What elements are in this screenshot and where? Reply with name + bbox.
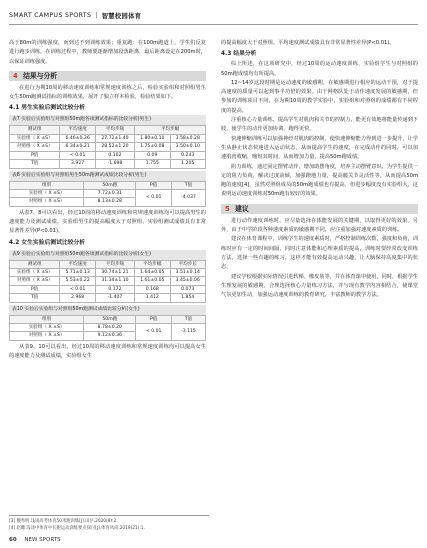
table-cell: 0.168 [135, 285, 170, 293]
table-cell: 1.755 [135, 160, 170, 168]
table-cell: 27.72±1.40 [95, 134, 134, 142]
paragraph: 注重核心力量训练，提高学生对肌肉和关节的控制力，能更有效地将能量传递到下肢，使学生的动作更加协调，跑得更快。 [221, 117, 418, 133]
table-cell: 3.50±0.10 [170, 143, 205, 151]
table-cell: 3.51±0.14 [170, 269, 205, 277]
table-cell: 2.968 [60, 294, 95, 302]
table-header-cell: 测试组 [10, 260, 60, 268]
table-cell: -3.115 [171, 324, 205, 341]
table-cell: 8.13±0.28 [84, 198, 136, 206]
table-header-cell: T值 [171, 315, 205, 323]
table-9 [9, 260, 206, 303]
table-cell: < 0.01 [60, 285, 95, 293]
table-cell: 1.80±0.10 [135, 134, 170, 142]
table-header-cell: 测试组 [10, 126, 60, 134]
table-cell: 0.073 [170, 285, 205, 293]
table-cell: 对照组（ X̄ ±S） [10, 332, 84, 340]
table-cell: -1.407 [95, 294, 134, 302]
table-7 [9, 125, 206, 168]
table-cell: < 0.01 [136, 324, 171, 341]
table-cell: 1.854 [170, 294, 205, 302]
table-cell: < 0.01 [136, 189, 171, 206]
table-cell: 9.12±0.36 [84, 332, 136, 340]
table-8 [9, 181, 206, 207]
table-header-cell: 平均步频 [95, 260, 134, 268]
paragraph: 高于80m的训练强度，而到达不到训练效果；重复跑：在100m跑道上，学生们反复进行跑步训练。在训练过程中，教师要逐渐增加段落距离，最后距离设定在200m时，以保证训练强度。 [9, 40, 206, 65]
right-column [221, 39, 418, 300]
paragraph: 的提高幅度大于对照组。平均速度测试成绩具有非常显著性差异(P<0.01)。 [221, 40, 395, 46]
section-heading-results [9, 71, 206, 81]
table-row [10, 143, 206, 151]
paragraph: 阻力训练，通过固定摆臂动作，增加助摆角度，培养主动摆臂意识。为学生提供一定的阻力负荷，解决过度前倾，加强蹬地力量，提高髋关节灵活性等，从而提高50m跑的速度[4]。虽然对照组成员的50m跑成绩也有提高，但进步幅度没有实验组大，这说明运动速度训练对50m跑有较好的效果。 [221, 163, 418, 198]
paragraph: 建议在体育课程中，训练学生的速度素质时，严格控制训练次数、强度和负荷，训练时应有一定的时间间隔，同时注意体能和心理素质的提高，训练时要经常改变训练方法，选择一些有趣的练习，这样才能有效提高运动兴趣，让大脑保持高度集中的状态。 [221, 236, 418, 271]
table-cell: -1.698 [95, 160, 134, 168]
section-heading-suggestions [221, 204, 418, 214]
table-cell: 8.78±0.20 [84, 324, 136, 332]
table-caption: 表10 实验后实验组与对照组50m跑测试成绩比较分析(女生) [9, 305, 206, 315]
table-cell: 对照组（ X̄ ±S） [10, 143, 60, 151]
table-row [10, 189, 206, 197]
table-cell: P值 [10, 285, 60, 293]
table-cell: -4.037 [171, 189, 205, 206]
table-cell: < 0.01 [60, 151, 95, 159]
page-number: 60 [9, 537, 17, 543]
table-cell: T值 [10, 160, 60, 168]
table-caption: 表9 实验后实验组与对照组50m跑各项测试指标的比较分析(女生) [9, 250, 206, 260]
table-header-cell: 50m跑 [84, 181, 136, 189]
table-header-cell: 平均步长 [170, 260, 205, 268]
table-cell: 1.61±0.05 [135, 277, 170, 285]
table-cell: 0.09 [135, 151, 170, 159]
header-section: 智慧校园体育 [101, 12, 142, 20]
section-title: 结果与分析 [23, 71, 58, 80]
table-cell: 1.75±0.08 [135, 143, 170, 151]
table-header-cell: P值 [136, 181, 171, 189]
section-title: 建议 [235, 204, 249, 213]
table-cell: 实验组（ X̄ ±S） [10, 189, 84, 197]
page-footer [9, 537, 61, 543]
table-cell: 31.34±1.10 [95, 277, 134, 285]
table-cell: 7.72±0.31 [84, 189, 136, 197]
table-row [10, 285, 206, 293]
subsection-heading: 4.2 女生实验后测试比较分析 [9, 239, 86, 246]
running-header [9, 9, 141, 21]
subsection-heading: 4.1 男生实验后测试比较分析 [9, 105, 86, 112]
table-caption: 表7 实验后实验组与对照组50m跑各项测试指标的比较分析(男生) [9, 115, 206, 125]
table-cell: 0.243 [170, 151, 205, 159]
table-row [10, 160, 206, 168]
table-cell: 1.412 [135, 294, 170, 302]
table-header-cell: T值 [171, 181, 205, 189]
table-row [10, 294, 206, 302]
table-cell: 对照组（ X̄ ±S） [10, 198, 84, 206]
table-header-cell: 平均速度 [60, 126, 95, 134]
table-cell: 0.172 [95, 285, 134, 293]
table-cell: 实验组（ X̄ ±S） [10, 324, 84, 332]
paragraph: 建议学校根据实际情况引进软梯、橡皮筋等，并在体育课中使用，同时，根据学生生理发展的敏感期，合理选择核心力量练习方法，并与现有教学内容相结合，使课堂气氛更加生动，加强运动速度训练的教育研究，丰富教师的教学方法。 [221, 273, 418, 299]
references [9, 515, 209, 532]
table-header-cell: 平均速度 [60, 260, 95, 268]
table-row [10, 277, 206, 285]
table-cell: 1.205 [170, 160, 205, 168]
section-number: 4 [13, 71, 18, 80]
header-rule [9, 24, 418, 25]
table-row [10, 324, 206, 332]
left-column [9, 39, 206, 361]
table-header-cell: 平均步频 [95, 126, 134, 134]
paragraph: 进行动作速度训练时，应尽量选择在体能发展的关键期，以取得更好的效果。另外，由于中学阶段各种速度素质的敏感期不同，应注重加强对速度素质的训练。 [221, 217, 418, 234]
table-cell: 28.52±1.20 [95, 143, 134, 151]
table-cell: 30.74±1.21 [95, 269, 134, 277]
paragraph: 12~14岁这段时期是运动速度的敏感期，在敏感期进行相应的运动干预，对于提高速度的质量可以起到事半功倍的效果。由于网格队处于动作速度发展的敏感期，但参加的训练项目不同，在为期10周的教学实验中，实验组和对照组的成绩都有不同程度的提高。 [221, 79, 418, 114]
table-cell: 3.45±0.06 [170, 277, 205, 285]
table-cell: 实验组（ X̄ ±S） [10, 269, 60, 277]
table-cell: 5.71±0.13 [60, 269, 95, 277]
table-header-cell: P值 [136, 315, 171, 323]
table-row [10, 269, 206, 277]
header-separator: | [95, 11, 98, 19]
header-brand: SMART CAMPUS SPORTS [9, 11, 92, 19]
section-number: 5 [225, 204, 230, 213]
paragraph: 从表9、10可以看出，经过10周的移动速度训练和常规速度训练均可以提高女生的速度能力及测试成绩，实验组女生 [9, 343, 206, 360]
table-header-cell: 50m跑 [84, 315, 136, 323]
paragraph: 从表7、8可以看出，经过10周的移动速度训练和常规速度训练均可以提高男生的速度能力及测试成绩。实验组男生的提高幅度大于对照组，实验组测试成绩具有非常显著性差异(P<0.01)。 [9, 209, 206, 235]
table-row [10, 151, 206, 159]
table-header-cell: 平均步幅 [135, 260, 170, 268]
table-row [10, 134, 206, 142]
reference-item: [3] 魏秀明.浅谈高考体育50米跑训练[J].田径,2020(8):2. [9, 519, 118, 524]
paragraph: 综上所述，在这项研究中，经过10周的运动速度训练，实验组学生与对照组的50m跑成绩均有所提高。 [221, 61, 418, 77]
table-header-cell: 平均步幅 [135, 126, 206, 134]
table-cell: 3.927 [60, 160, 95, 168]
journal-name: NEW SPORTS [24, 537, 61, 543]
table-cell: 实验组（ X̄ ±S） [10, 134, 60, 142]
table-10 [9, 315, 206, 341]
table-cell: 6.46±0.26 [60, 134, 95, 142]
table-caption: 表8 实验后实验组与对照组男生50m跑测试成绩比较分析(男生) [9, 171, 206, 181]
table-header-cell: 组别 [10, 315, 84, 323]
table-cell: 5.53±0.22 [60, 277, 95, 285]
subsection-heading: 4.3 结果分析 [221, 51, 257, 58]
paragraph: 在进行为期10周的移动速度训练和常规速度训练之后，检验实验组和对照组男生女生50m跑测试指标的训练效果，展开了独立样本检验，检验结果如下。 [9, 84, 206, 101]
paragraph: 快速伸缩训练可以加强神经对肌肉的控制，使快速伸缩能力得到进一步提升，让学生从静止状态快速进入运动状态，从而提高学生的速度，在完成动作的同时，可以加速肌肉收缩，缩短其时间，从而增加力量，提高50m跑成绩。 [221, 135, 418, 161]
table-cell: 0.102 [95, 151, 134, 159]
reference-item: [4] 赵雕.浅谈中体育中长跑运动训练要点探讨[J].体育风尚,2019(21):1. [9, 526, 146, 531]
table-header-cell: 组别 [10, 181, 84, 189]
table-cell: P值 [10, 151, 60, 159]
table-cell: 对照组（ X̄ ±S） [10, 277, 60, 285]
table-cell: 3.58±0.28 [170, 134, 205, 142]
table-cell: 6.34±0.21 [60, 143, 95, 151]
table-cell: 1.64±0.05 [135, 269, 170, 277]
table-cell: T值 [10, 294, 60, 302]
